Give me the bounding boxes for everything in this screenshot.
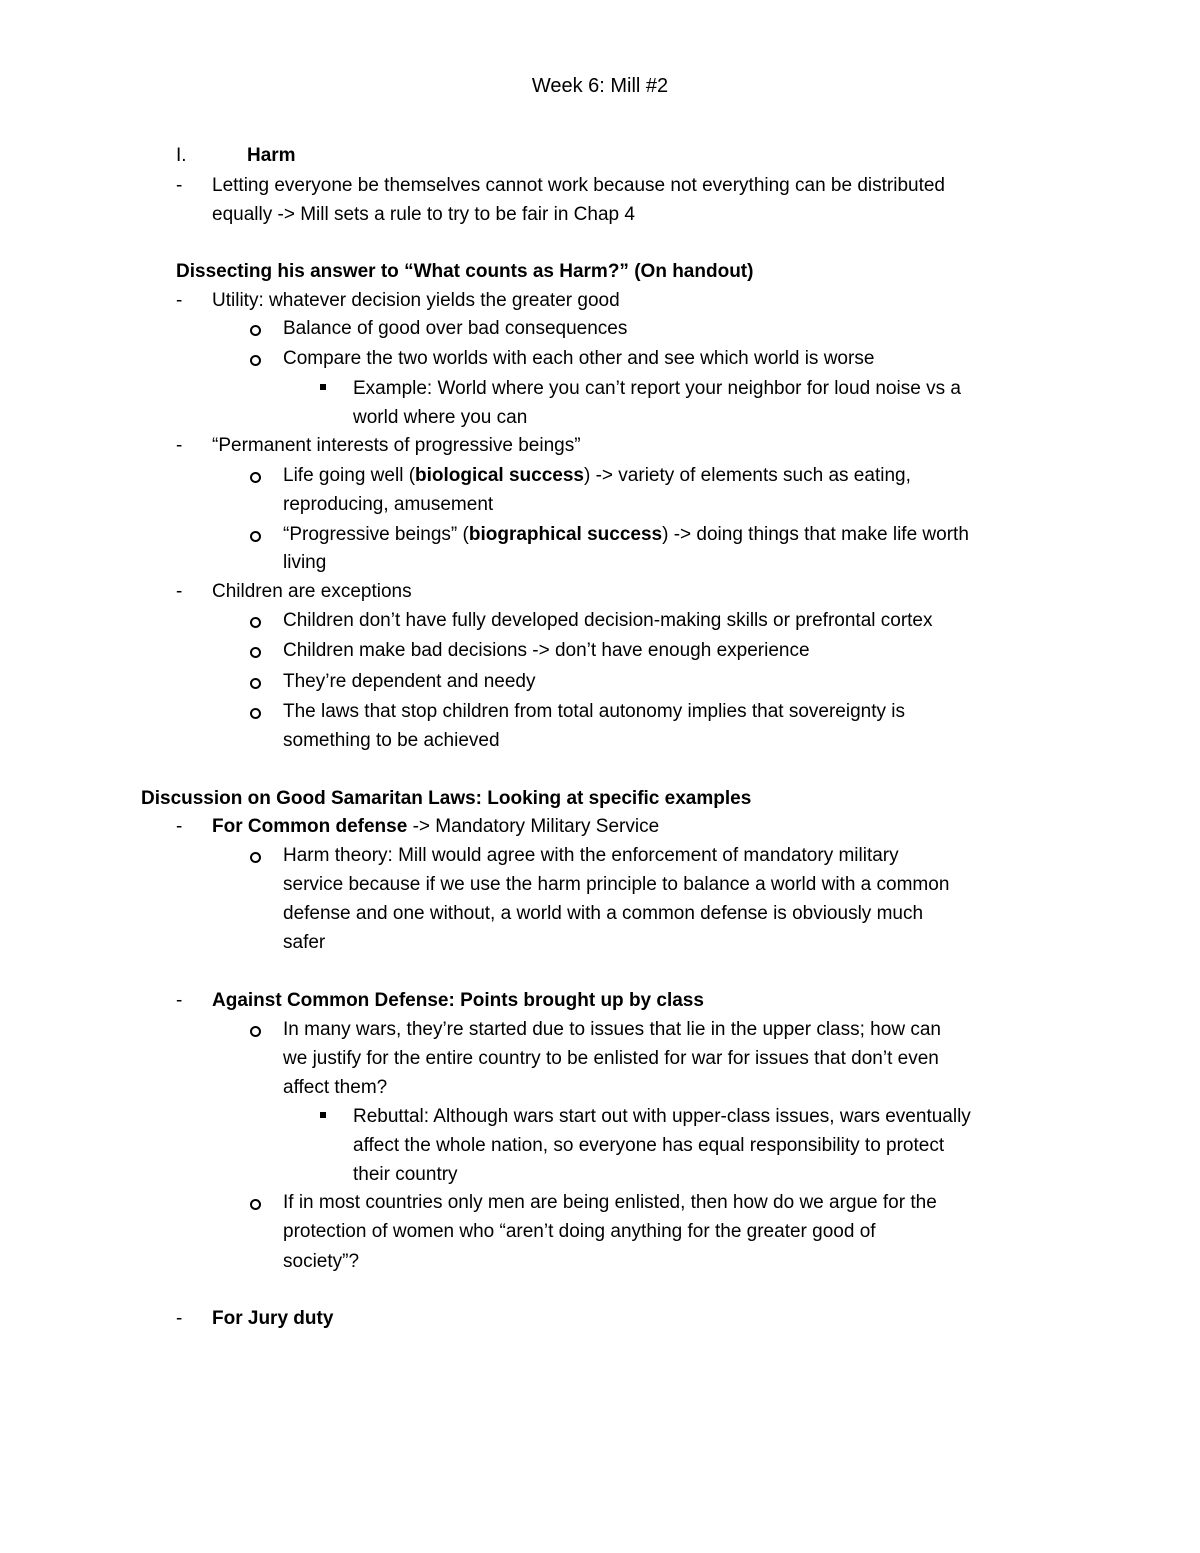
page-title: Week 6: Mill #2 bbox=[531, 75, 669, 97]
sub-bullet-text bbox=[283, 464, 911, 488]
bullet-text: “Permanent interests of progressive beings” bbox=[212, 435, 581, 456]
sub-sub-bullet-text: Rebuttal: Although wars start out with upper-class issues, wars eventually bbox=[353, 1106, 971, 1127]
circle-bullet bbox=[250, 355, 261, 366]
circle-bullet bbox=[250, 647, 261, 658]
sub-bullet-text: living bbox=[283, 552, 327, 573]
bullet-text: Children are exceptions bbox=[212, 581, 412, 602]
circle-bullet bbox=[250, 325, 261, 336]
sub-bullet-text: protection of women who “aren’t doing anything for the greater good of bbox=[283, 1221, 876, 1242]
sub-sub-bullet-text: world where you can bbox=[353, 407, 528, 428]
sub-bullet-text: Harm theory: Mill would agree with the enforcement of mandatory military bbox=[283, 845, 899, 866]
sub-bullet-text: The laws that stop children from total autonomy implies that sovereignty is bbox=[283, 701, 906, 722]
sub-sub-bullet-text: Example: World where you can’t report your neighbor for loud noise vs a bbox=[353, 378, 961, 399]
dash-bullet: - bbox=[176, 435, 183, 456]
bullet-text: Utility: whatever decision yields the greater good bbox=[212, 290, 620, 311]
prog-text-bold: biographical success bbox=[468, 524, 663, 545]
circle-bullet bbox=[250, 1026, 261, 1037]
sub-bullet-text: Balance of good over bad consequences bbox=[283, 318, 628, 339]
sub-bullet-text: reproducing, amusement bbox=[283, 494, 494, 515]
section-numeral: I. bbox=[176, 145, 187, 166]
sub-bullet-text: Children make bad decisions -> don’t have enough experience bbox=[283, 640, 810, 661]
bullet-text bbox=[212, 1307, 333, 1331]
bullet-text: Letting everyone be themselves cannot work because not everything can be distributed bbox=[212, 175, 946, 196]
subheading bbox=[176, 260, 753, 284]
against-bold: Against Common Defense: Points brought up by class bbox=[212, 990, 704, 1011]
for-defense-bold: For Common defense bbox=[212, 816, 408, 837]
circle-bullet bbox=[250, 531, 261, 542]
subheading-text: Discussion on Good Samaritan Laws: Looking at specific examples bbox=[141, 788, 752, 809]
subheading-text: Dissecting his answer to “What counts as Harm?” (On handout) bbox=[176, 261, 754, 282]
circle-bullet bbox=[250, 852, 261, 863]
prog-text-pre: “Progressive beings” ( bbox=[283, 524, 469, 545]
sub-bullet-text: They’re dependent and needy bbox=[283, 671, 536, 692]
sub-bullet-text: Compare the two worlds with each other and see which world is worse bbox=[283, 348, 875, 369]
square-bullet bbox=[320, 1112, 326, 1118]
sub-bullet-text: If in most countries only men are being enlisted, then how do we argue for the bbox=[283, 1192, 937, 1213]
section-heading bbox=[247, 144, 296, 168]
jury-bold: For Jury duty bbox=[212, 1308, 334, 1329]
circle-bullet bbox=[250, 678, 261, 689]
sub-bullet-text: safer bbox=[283, 932, 326, 953]
life-text-pre: Life going well ( bbox=[283, 465, 416, 486]
sub-bullet-text: affect them? bbox=[283, 1077, 388, 1098]
bullet-text bbox=[212, 815, 659, 839]
sub-bullet-text bbox=[283, 523, 969, 547]
sub-bullet-text: defense and one without, a world with a common defense is obviously much bbox=[283, 903, 924, 924]
sub-bullet-text: we justify for the entire country to be enlisted for war for issues that don’t even bbox=[283, 1048, 939, 1069]
life-text-post: ) -> variety of elements such as eating, bbox=[584, 465, 911, 486]
dash-bullet: - bbox=[176, 816, 183, 837]
dash-bullet: - bbox=[176, 175, 183, 196]
sub-sub-bullet-text: affect the whole nation, so everyone has equal responsibility to protect bbox=[353, 1135, 945, 1156]
section-heading-text: Harm bbox=[247, 145, 296, 166]
circle-bullet bbox=[250, 617, 261, 628]
bullet-text bbox=[212, 989, 704, 1013]
sub-bullet-text: Children don’t have fully developed decision-making skills or prefrontal cortex bbox=[283, 610, 933, 631]
sub-bullet-text: something to be achieved bbox=[283, 730, 500, 751]
dash-bullet: - bbox=[176, 581, 183, 602]
dash-bullet: - bbox=[176, 1308, 183, 1329]
circle-bullet bbox=[250, 1199, 261, 1210]
sub-bullet-text: society”? bbox=[283, 1251, 360, 1272]
square-bullet bbox=[320, 384, 326, 390]
circle-bullet bbox=[250, 708, 261, 719]
life-text-bold: biological success bbox=[415, 465, 584, 486]
prog-text-post: ) -> doing things that make life worth bbox=[662, 524, 969, 545]
dash-bullet: - bbox=[176, 990, 183, 1011]
dash-bullet: - bbox=[176, 290, 183, 311]
for-defense-rest: -> Mandatory Military Service bbox=[407, 816, 660, 837]
sub-sub-bullet-text: their country bbox=[353, 1164, 458, 1185]
circle-bullet bbox=[250, 472, 261, 483]
bullet-text: equally -> Mill sets a rule to try to be fair in Chap 4 bbox=[212, 204, 635, 225]
sub-bullet-text: service because if we use the harm principle to balance a world with a common bbox=[283, 874, 950, 895]
sub-bullet-text: In many wars, they’re started due to issues that lie in the upper class; how can bbox=[283, 1019, 941, 1040]
subheading bbox=[141, 787, 751, 811]
